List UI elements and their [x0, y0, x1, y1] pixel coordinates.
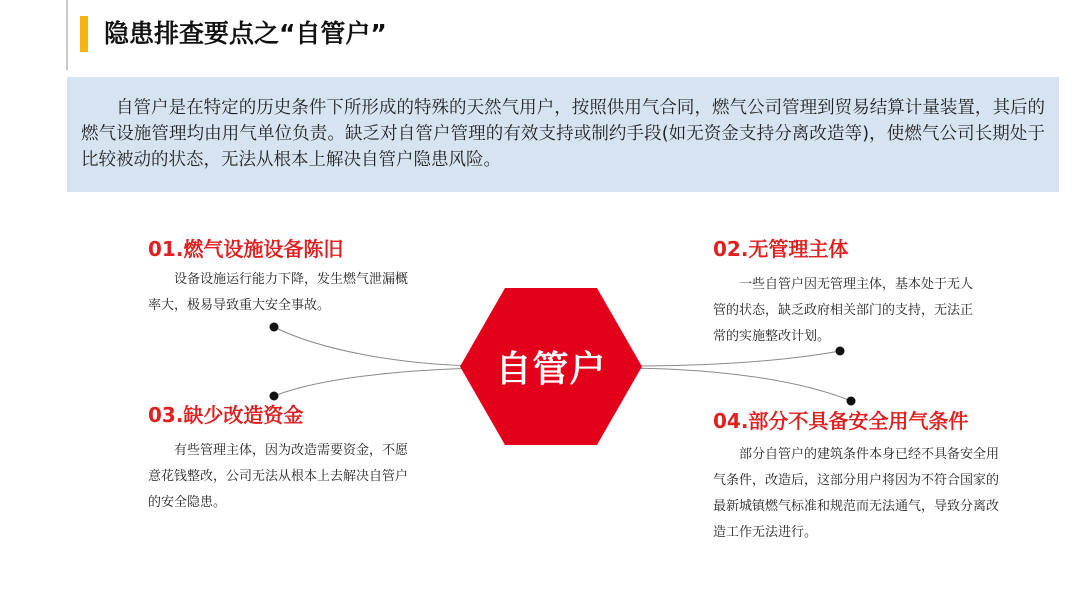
point-description-1: 设备设施运行能力下降，发生燃气泄漏概率大，极易导致重大安全事故。 — [148, 272, 409, 313]
connector-line-3 — [274, 368, 480, 396]
point-heading-4: 04.部分不具备安全用气条件 — [713, 409, 969, 433]
connector-dot-1 — [270, 323, 279, 332]
hub-label: 自管户 — [495, 349, 607, 390]
connector-line-2 — [630, 351, 840, 366]
connector-line-1 — [274, 327, 480, 366]
point-description-4: 部分自管户的建筑条件本身已经不具备安全用气条件，改造后，这部分用户将因为不符合国家的最新城镇燃气标准和规范而无法通气，导致分离改造工作无法进行。 — [713, 447, 1000, 540]
intro-text: 自管户是在特定的历史条件下所形成的特殊的天然气用户，按照供用气合同，燃气公司管理到贸易结算计量装置，其后的燃气设施管理均由用气单位负责。缺乏对自管户管理的有效支持或制约手段(如无资金支持分离改造等)，使燃气公司长期处于比较被动的状态，无法从根本上解决自管户隐患风险。 — [81, 98, 1045, 170]
connector-line-4 — [630, 368, 851, 401]
point-description-3: 有些管理主体，因为改造需要资金，不愿意花钱整改，公司无法从根本上去解决自管户的安全隐患。 — [148, 443, 409, 510]
point-heading-2: 02.无管理主体 — [713, 237, 849, 261]
point-heading-1: 01.燃气设施设备陈旧 — [148, 237, 344, 261]
point-description-2: 一些自管户因无管理主体，基本处于无人管的状态，缺乏政府相关部门的支持，无法正常的实施整改计划。 — [713, 277, 974, 344]
point-heading-3: 03.缺少改造资金 — [148, 403, 304, 427]
connector-dot-3 — [270, 392, 279, 401]
connector-dot-4 — [847, 397, 856, 406]
page-title: 隐患排查要点之“自管户” — [104, 19, 387, 48]
